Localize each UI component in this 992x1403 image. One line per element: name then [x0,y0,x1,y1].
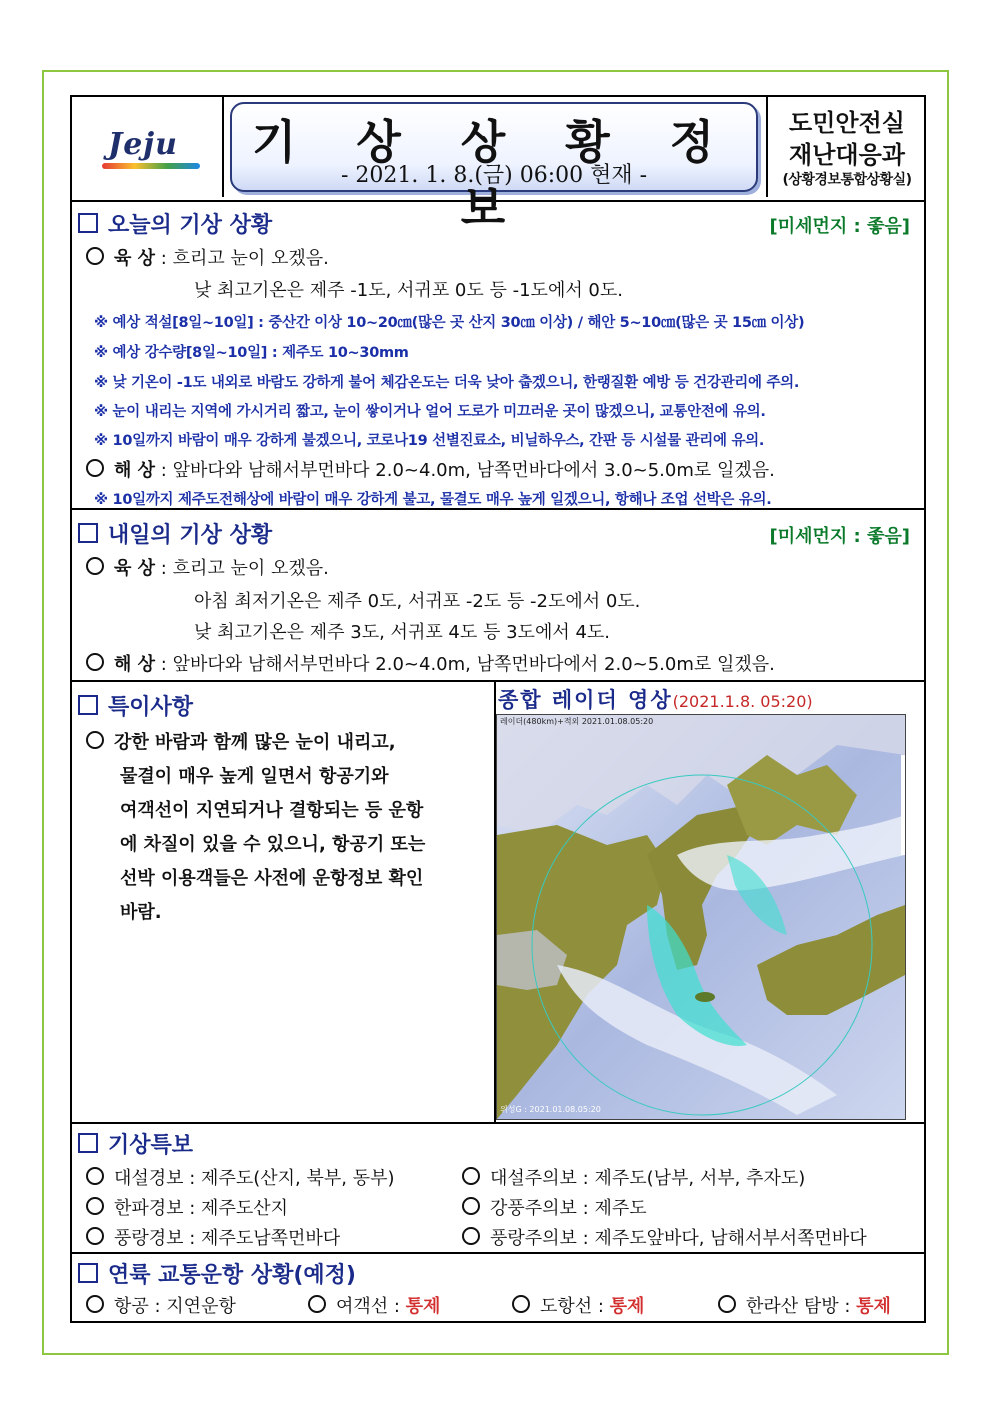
department-cell [766,97,926,197]
jeju-logo-swoosh-icon [102,163,200,169]
today-title: 오늘의 기상 상황 [78,208,272,239]
tomorrow-land: 육 상 : 흐리고 눈이 오겠음. [86,554,329,580]
warnings-title: 기상특보 [78,1128,193,1159]
radar-satellite-image [496,714,906,1120]
special-line-5: 선박 이용객들은 사전에 운항정보 확인 [120,868,424,889]
tomorrow-land-line3: 낮 최고기온은 제주 3도, 서귀포 4도 등 3도에서 4도. [194,622,611,643]
checkbox-square-icon [78,695,98,715]
traffic-boat: 도항선 : 통제 [512,1292,644,1318]
today-note-2: ※ 예상 강수량[8일~10일] : 제주도 10~30mm [94,345,409,361]
checkbox-square-icon [78,1263,98,1283]
special-title: 특이사항 [78,690,193,721]
dept-line-2: 재난대응과 [789,141,905,169]
circle-bullet-icon [86,653,104,671]
dept-line-3: (상황경보통합상황실) [782,172,912,188]
traffic-hallasan: 한라산 탐방 : 통제 [718,1292,891,1318]
radar-caption: 레이더(480km)+적외 2021.01.08.05:20 [500,717,654,726]
dept-line-1: 도민안전실 [789,109,905,137]
tomorrow-sea: 해 상 : 앞바다와 남해서부먼바다 2.0~4.0m, 남쪽먼바다에서 2.0~5.0m로 일겠음. [86,650,775,676]
logo-cell [72,97,224,197]
circle-bullet-icon [86,459,104,477]
circle-bullet-icon [718,1295,736,1313]
special-section [72,682,924,1124]
traffic-ferry: 여객선 : 통제 [308,1292,440,1318]
circle-bullet-icon [86,1167,104,1185]
today-note-3: ※ 낮 기온이 -1도 내외로 바람도 강하게 불어 체감온도는 더욱 낮아 춥겠으니, 한랭질환 예방 등 건강관리에 주의. [94,375,800,391]
today-note-1: ※ 예상 적설[8일~10일] : 중산간 이상 10~20㎝(많은 곳 산지 30㎝ 이상) / 해안 5~10㎝(많은 곳 15㎝ 이상) [94,315,805,331]
warning-item-6: 풍랑주의보 : 제주도앞바다, 남해서부서쪽먼바다 [462,1224,867,1250]
radar-caption-bottom: 위성G : 2021.01.08.05:20 [500,1105,601,1114]
warning-item-1: 대설경보 : 제주도(산지, 북부, 동부) [86,1164,394,1190]
circle-bullet-icon [462,1167,480,1185]
today-dust: [미세먼지 : 좋음] [769,216,910,237]
today-land-line2: 낮 최고기온은 제주 -1도, 서귀포 0도 등 -1도에서 0도. [194,280,623,301]
tomorrow-title: 내일의 기상 상황 [78,518,272,549]
special-line-1: 강한 바람과 함께 많은 눈이 내리고, [86,726,490,760]
warning-item-4: 강풍주의보 : 제주도 [462,1194,647,1220]
circle-bullet-icon [86,1227,104,1245]
special-line-6: 바람. [120,902,162,923]
warnings-section [72,1124,924,1254]
report-date: - 2021. 1. 8.(금) 06:00 현재 - [340,163,648,188]
today-section [72,200,924,510]
today-sea-note: ※ 10일까지 제주도전해상에 바람이 매우 강하게 불고, 물결도 매우 높게 일겠으니, 항해나 조업 선박은 유의. [94,492,772,508]
tomorrow-section [72,510,924,682]
special-text [86,726,490,930]
warning-item-3: 한파경보 : 제주도산지 [86,1194,288,1220]
traffic-title: 연륙 교통운항 상황(예정) [78,1258,356,1289]
warning-item-2: 대설주의보 : 제주도(남부, 서부, 추자도) [462,1164,805,1190]
circle-bullet-icon [86,731,104,749]
warning-item-5: 풍랑경보 : 제주도남쪽먼바다 [86,1224,340,1250]
circle-bullet-icon [86,1295,104,1313]
traffic-air: 항공 : 지연운항 [86,1292,236,1318]
circle-bullet-icon [308,1295,326,1313]
today-sea: 해 상 : 앞바다와 남해서부먼바다 2.0~4.0m, 남쪽먼바다에서 3.0~5.0m로 일겠음. [86,456,775,482]
special-line-2: 물결이 매우 높게 일면서 항공기와 [120,766,389,787]
tomorrow-dust: [미세먼지 : 좋음] [769,526,910,547]
special-line-3: 여객선이 지연되거나 결항되는 등 운항 [120,800,424,821]
checkbox-square-icon [78,523,98,543]
circle-bullet-icon [86,1197,104,1215]
radar-title: 종합 레이더 영상(2021.1.8. 05:20) [498,688,813,712]
circle-bullet-icon [86,557,104,575]
checkbox-square-icon [78,1133,98,1153]
report-title: 기 상 상 황 정 보 [251,115,737,235]
traffic-section [72,1254,924,1321]
checkbox-square-icon [78,213,98,233]
today-note-5: ※ 10일까지 바람이 매우 강하게 불겠으니, 코로나19 선별진료소, 비닐하우스, 간판 등 시설물 관리에 유의. [94,433,765,449]
title-box [230,102,758,235]
today-land: 육 상 : 흐리고 눈이 오겠음. [86,244,329,270]
circle-bullet-icon [462,1197,480,1215]
circle-bullet-icon [512,1295,530,1313]
circle-bullet-icon [86,247,104,265]
today-note-4: ※ 눈이 내리는 지역에 가시거리 짧고, 눈이 쌓이거나 얼어 도로가 미끄러운 곳이 많겠으니, 교통안전에 유의. [94,404,766,420]
special-line-4: 에 차질이 있을 수 있으니, 항공기 또는 [120,834,426,855]
weather-report-sheet [70,95,926,1323]
circle-bullet-icon [462,1227,480,1245]
tomorrow-land-line2: 아침 최저기온은 제주 0도, 서귀포 -2도 등 -2도에서 0도. [194,591,641,612]
jeju-logo: Jeju [108,127,178,162]
